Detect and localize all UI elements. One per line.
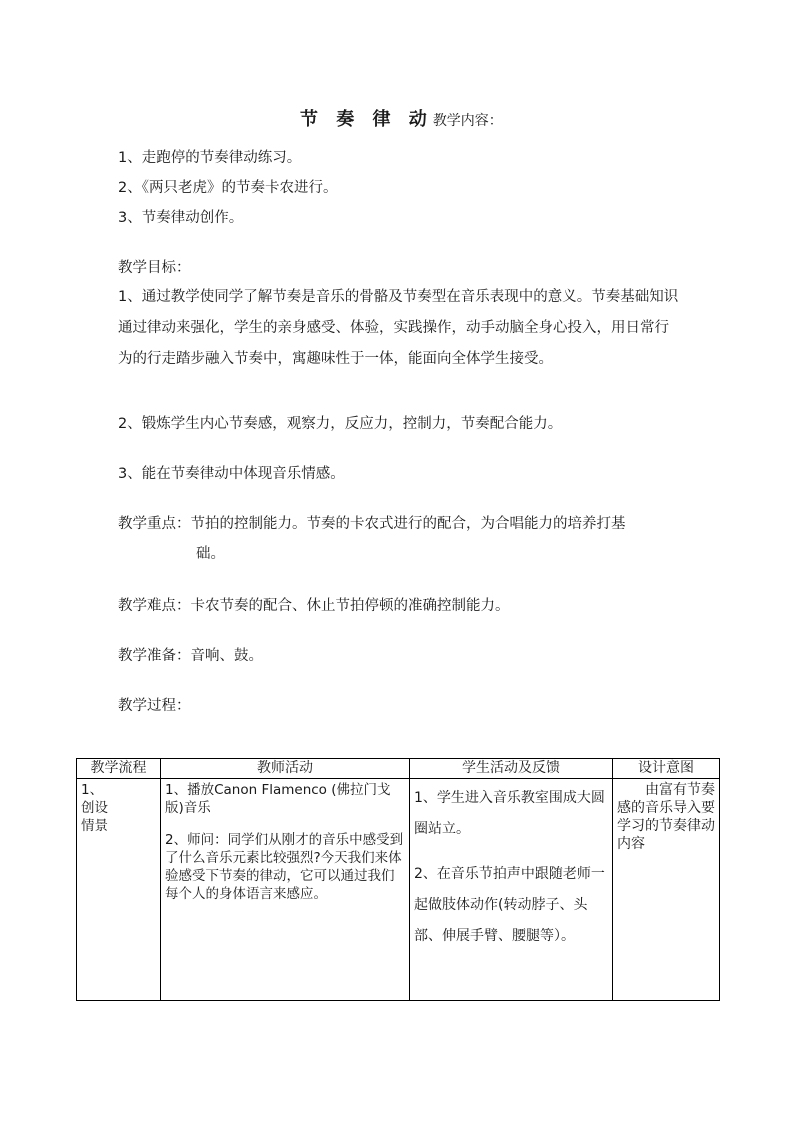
student-activity-2: 2、在音乐节拍声中跟随老师一起做肢体动作(转动脖子、头部、伸展手臂、腰腿等）。 [414,866,605,944]
content-heading: 教学内容： [432,113,503,129]
key-points [118,512,626,533]
teacher-activity-1: 1、播放Canon Flamenco (佛拉门戈版)音乐 [165,782,391,816]
goal-item-2: 2、锻炼学生内心节奏感，观察力，反应力，控制力，节奏配合能力。 [118,416,563,432]
design-intent-text: 由富有节奏感的音乐导入要学习的节奏律动内容 [617,782,715,852]
lesson-title: 节 奏 律 动 [300,109,433,130]
col-header-teacher: 教师活动 [161,759,410,779]
process-table [76,758,720,1001]
table-row [77,779,720,1001]
stage-cell [77,779,161,1001]
teacher-activity-gap [165,817,405,831]
stage-name-line2: 情景 [81,818,108,834]
preparation-text: 音响、鼓。 [190,648,263,664]
stage-name-line1: 创设 [81,800,108,816]
teacher-activity-2: 2、师问：同学们从刚才的音乐中感受到了什么音乐元素比较强烈?今天我们来体验感受下节奏的律动，它可以通过我们每个人的身体语言来感应。 [165,832,404,902]
student-activity-cell [410,779,613,1001]
key-points-label: 教学重点： [118,516,191,532]
difficulties [118,594,510,615]
col-header-stage: 教学流程 [77,759,161,779]
table-header-row [77,759,720,779]
goal-item-3: 3、能在节奏律动中体现音乐情感。 [118,466,345,482]
preparation-label: 教学准备： [118,648,191,664]
goal-item-1: 1、通过教学使同学了解节奏是音乐的骨骼及节奏型在音乐表现中的意义。节奏基础知识通过律动来强化，学生的亲身感受、体验，实践操作，动手动脑全身心投入，用日常行为的行走踏步融入节奏中，寓趣味性于一体，能面向全体学生接受。 [118,289,679,367]
difficulties-label: 教学难点： [118,598,191,614]
col-header-student: 学生活动及反馈 [410,759,613,779]
key-points-text-cont: 础。 [196,546,225,562]
key-points-text: 节拍的控制能力。节奏的卡农式进行的配合，为合唱能力的培养打基 [190,516,626,532]
stage-number: 1、 [81,782,104,798]
goals-heading: 教学目标： [118,260,191,276]
student-activity-gap [414,845,608,859]
content-item-2: 2、《两只老虎》的节奏卡农进行。 [118,180,338,196]
page-title [300,105,503,131]
design-intent-cell [613,779,720,1001]
content-item-3: 3、节奏律动创作。 [118,210,244,226]
difficulties-text: 卡农节奏的配合、休止节拍停顿的准确控制能力。 [190,598,510,614]
preparation [118,644,263,665]
process-heading: 教学过程： [118,698,191,714]
teacher-activity-cell [161,779,410,1001]
content-item-1: 1、走跑停的节奏律动练习。 [118,150,302,166]
col-header-intent: 设计意图 [613,759,720,779]
student-activity-1: 1、学生进入音乐教室围成大圆圈站立。 [414,790,605,837]
